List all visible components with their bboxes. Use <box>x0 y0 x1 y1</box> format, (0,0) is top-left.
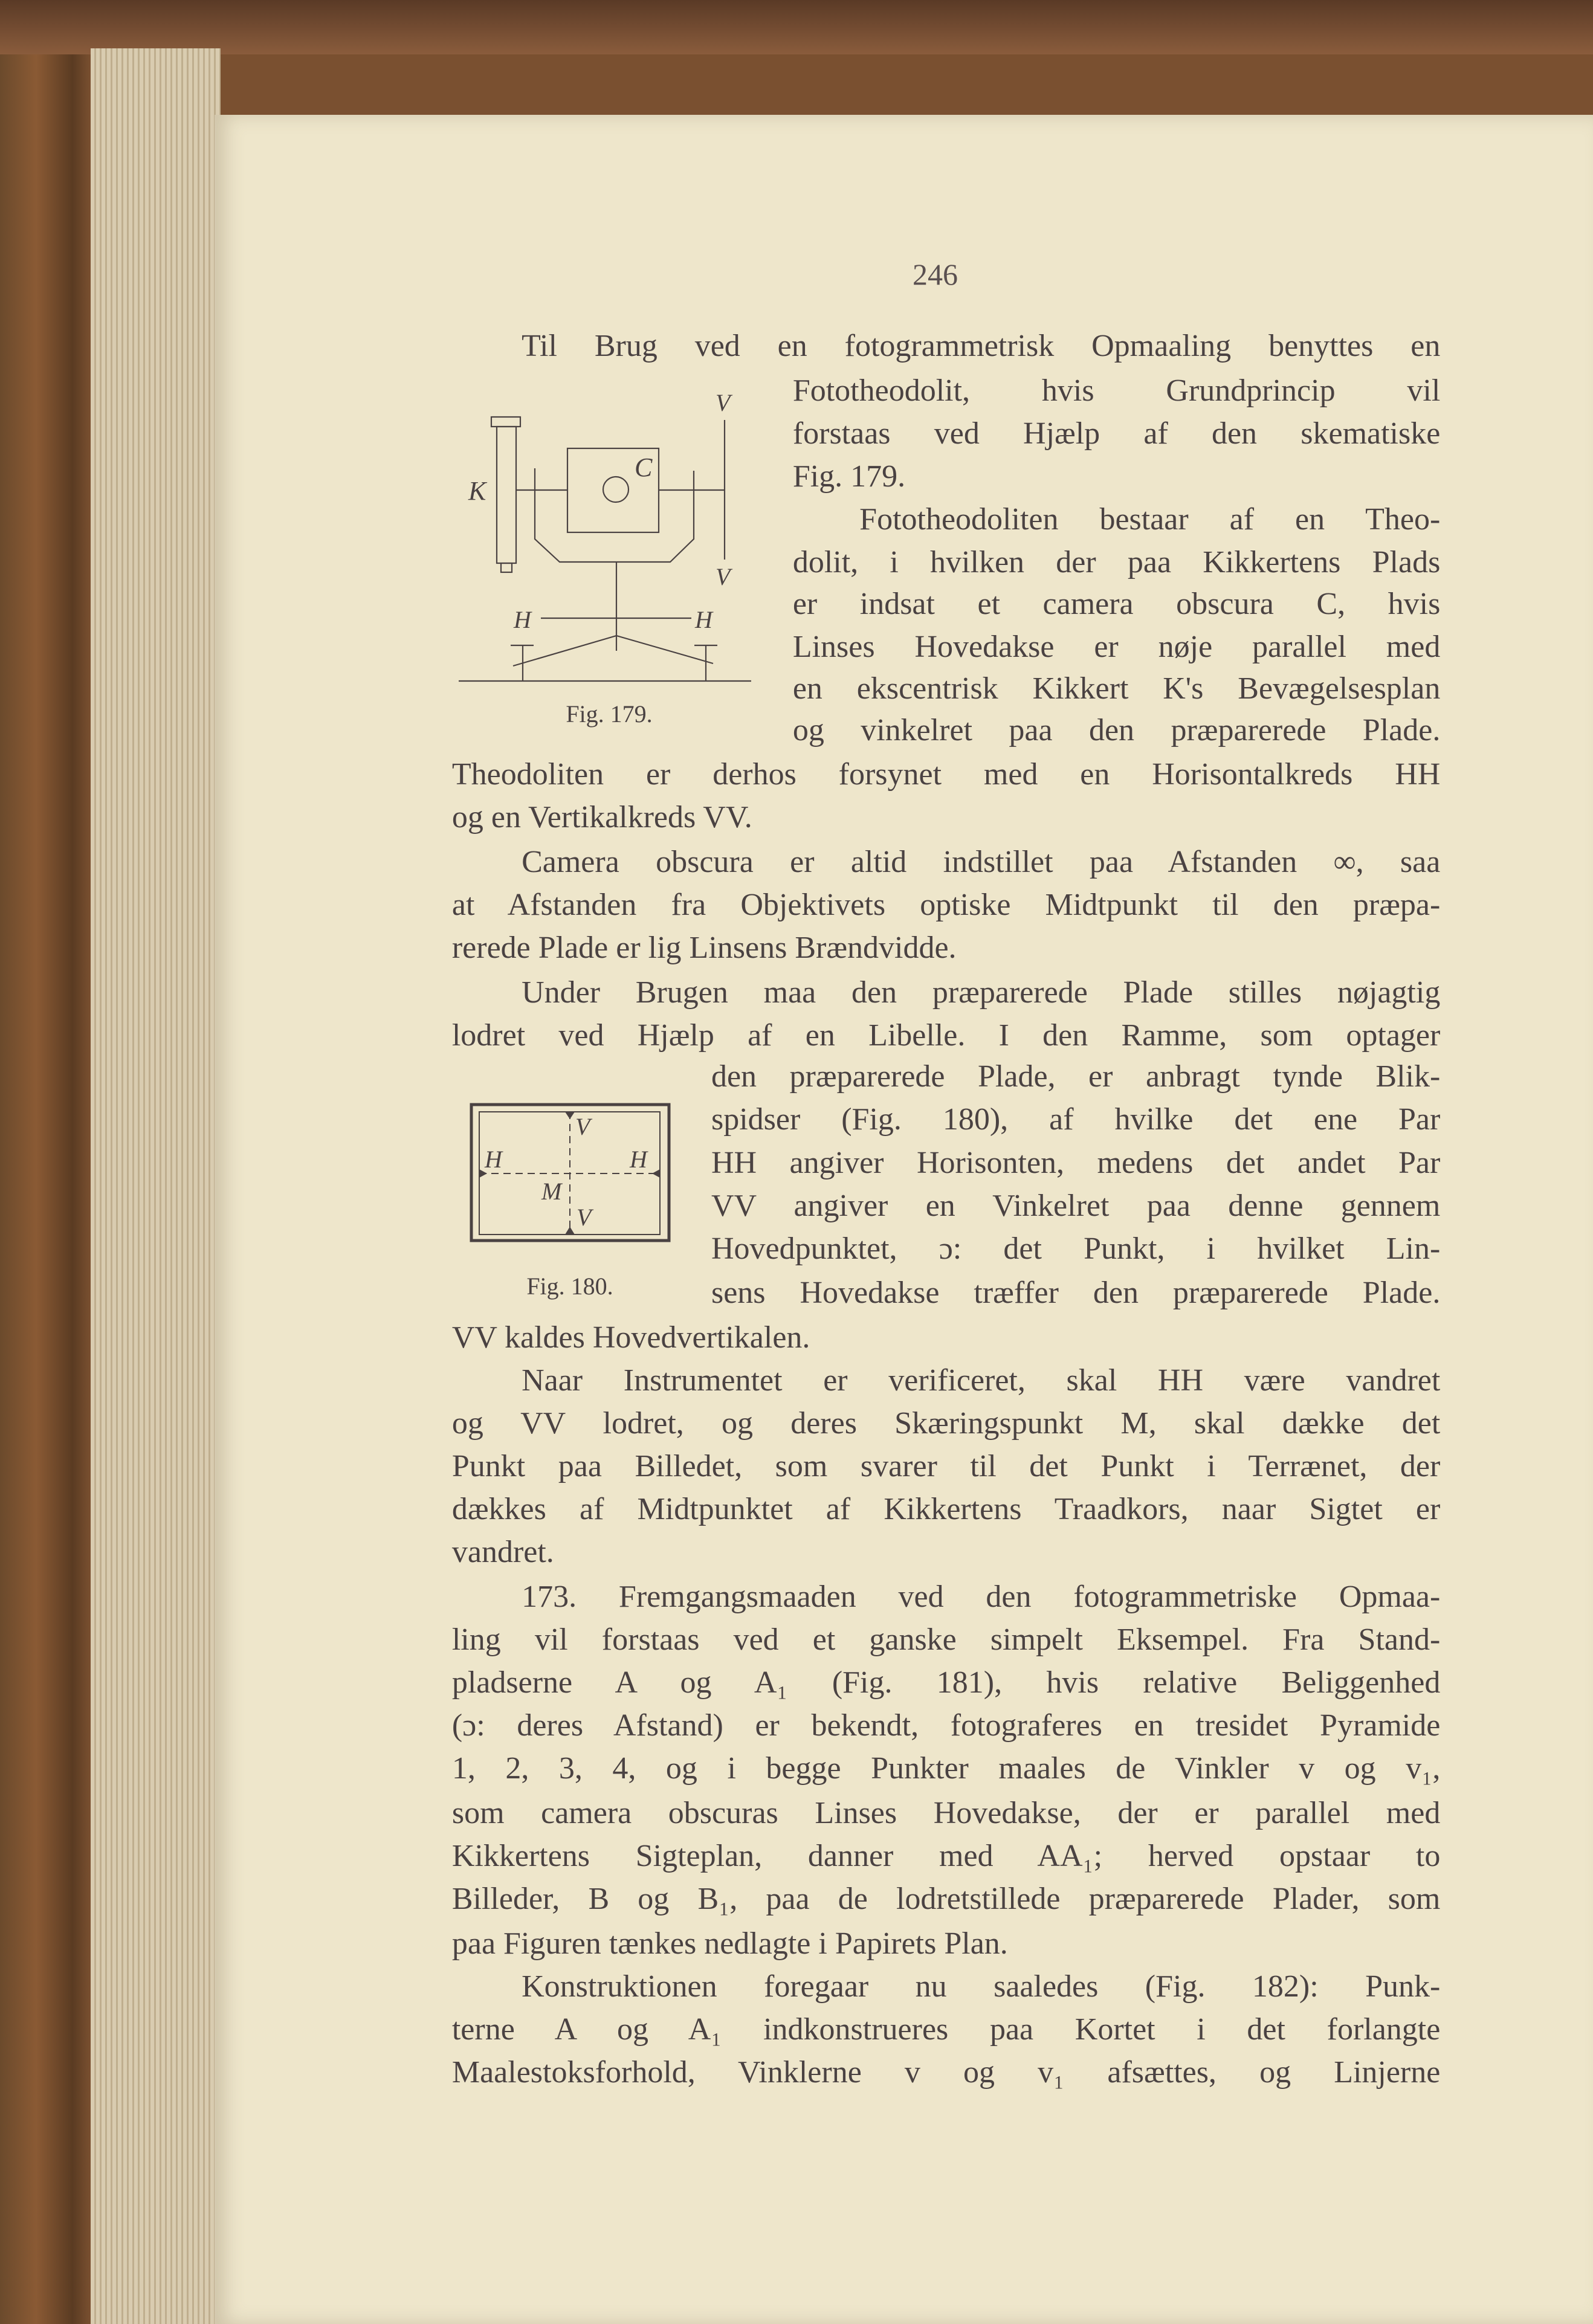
text-line: Naar Instrumentet er verificeret, skal HH være vandret <box>522 1363 1441 1398</box>
page-number: 246 <box>913 257 958 291</box>
label-V-top: V <box>575 1113 590 1140</box>
label-V-top: V <box>716 389 731 416</box>
text-line: Fototheodolit, hvis Grundprincip vil <box>792 373 1441 408</box>
text-line: VV kaldes Hovedvertikalen. <box>451 1320 810 1355</box>
text-line: Theodoliten er derhos forsynet med en Horisontalkreds HH <box>451 757 1441 792</box>
label-C: C <box>635 453 653 482</box>
text-line: Billeder, B og B₁, paa de lodretstillede præparerede Plader, som <box>451 1882 1441 1917</box>
text-line: den præparerede Plade, er anbragt tynde Blik- <box>711 1059 1441 1094</box>
label-H-right: H <box>630 1146 647 1173</box>
label-K: K <box>468 476 486 506</box>
text-line: terne A og A₁ indkonstrueres paa Kortet i det forlangte <box>451 2012 1441 2047</box>
text-line: lodret ved Hjælp af en Libelle. I den Ramme, som optager <box>451 1018 1441 1053</box>
text-line: Kikkertens Sigteplan, danner med AA₁; herved opstaar to <box>451 1839 1441 1874</box>
text-line: spidser (Fig. 180), af hvilke det ene Par <box>711 1102 1441 1137</box>
text-line: som camera obscuras Linses Hovedakse, der er parallel med <box>451 1795 1441 1830</box>
text-line: VV angiver en Vinkelret paa denne gennem <box>711 1188 1441 1223</box>
telescope-cap <box>491 417 520 427</box>
text-line: 173. Fremgangsmaaden ved den fotogrammetriske Opmaa- <box>522 1579 1441 1614</box>
lens <box>603 477 628 502</box>
pointer-top <box>565 1112 575 1119</box>
book-top-edge <box>0 0 1593 54</box>
text-line: at Afstanden fra Objektivets optiske Midtpunkt til den præpa- <box>451 887 1441 922</box>
text-line: Konstruktionen foregaar nu saaledes (Fig. 182): Punk- <box>522 1969 1441 2004</box>
text-line: (ɔ: deres Afstand) er bekendt, fotograferes en tresidet Pyramide <box>451 1708 1441 1743</box>
telescope-eyepiece <box>501 563 512 572</box>
text-line: Fig. 179. <box>792 459 906 494</box>
text-line: er indsat et camera obscura C, hvis <box>792 587 1441 622</box>
text-line: og VV lodret, og deres Skæringspunkt M, skal dække det <box>451 1406 1441 1441</box>
text-line: vandret. <box>451 1535 554 1570</box>
text-line: og en Vertikalkreds VV. <box>451 800 752 835</box>
telescope <box>497 427 516 563</box>
text-line: dolit, i hvilken der paa Kikkertens Plads <box>792 545 1441 580</box>
figure-180 <box>441 1076 707 1305</box>
label-H-left: H <box>485 1146 502 1173</box>
text-line: Hovedpunktet, ɔ: det Punkt, i hvilket Lin- <box>711 1231 1441 1266</box>
text-line: dækkes af Midtpunktet af Kikkertens Traadkors, naar Sigtet er <box>451 1492 1441 1527</box>
text-line: en ekscentrisk Kikkert K's Bevægelsesplan <box>792 671 1441 706</box>
text-line: paa Figuren tænkes nedlagte i Papirets Plan. <box>451 1926 1008 1961</box>
label-M: M <box>541 1178 562 1205</box>
text-line: 1, 2, 3, 4, og i begge Punkter maales de Vinkler v og v₁, <box>451 1751 1441 1786</box>
text-line: Under Brugen maa den præparerede Plade stilles nøjagtig <box>522 975 1441 1010</box>
text-line: HH angiver Horisonten, medens det andet Par <box>711 1145 1441 1180</box>
text-line: pladserne A og A₁ (Fig. 181), hvis relative Beliggenhed <box>451 1665 1441 1700</box>
label-V-bottom: V <box>577 1204 592 1231</box>
text-line: forstaas ved Hjælp af den skematiske <box>792 416 1441 451</box>
text-line: sens Hovedakse træffer den præparerede Plade. <box>711 1276 1441 1311</box>
text-line: Linses Hovedakse er nøje parallel med <box>792 630 1441 665</box>
pointer-bottom <box>565 1227 575 1235</box>
text-line: Fototheodoliten bestaar af en Theo- <box>859 502 1441 537</box>
text-line: og vinkelret paa den præparerede Plade. <box>792 712 1441 747</box>
page-edges <box>91 48 221 2324</box>
text-line: rerede Plade er lig Linsens Brændvidde. <box>451 930 957 965</box>
text-line: Punkt paa Billedet, som svarer til det Punkt i Terrænet, der <box>451 1449 1441 1484</box>
fork <box>535 468 694 562</box>
text-line: Camera obscura er altid indstillet paa Afstanden ∞, saa <box>522 844 1441 879</box>
label-H-right: H <box>695 606 712 633</box>
text-line: ling vil forstaas ved et ganske simpelt Eksempel. Fra Stand- <box>451 1622 1441 1657</box>
figure-179 <box>423 375 786 767</box>
text-line: Maalestoksforhold, Vinklerne v og v₁ afsættes, og Linjerne <box>451 2055 1441 2090</box>
label-H-left: H <box>514 606 531 633</box>
label-V-bottom: V <box>716 563 731 590</box>
figure-caption: Fig. 179. <box>566 700 653 728</box>
pointer-right <box>652 1169 660 1178</box>
figure-caption: Fig. 180. <box>526 1273 613 1300</box>
text-line: Til Brug ved en fotogrammetrisk Opmaaling benyttes en <box>522 329 1441 364</box>
